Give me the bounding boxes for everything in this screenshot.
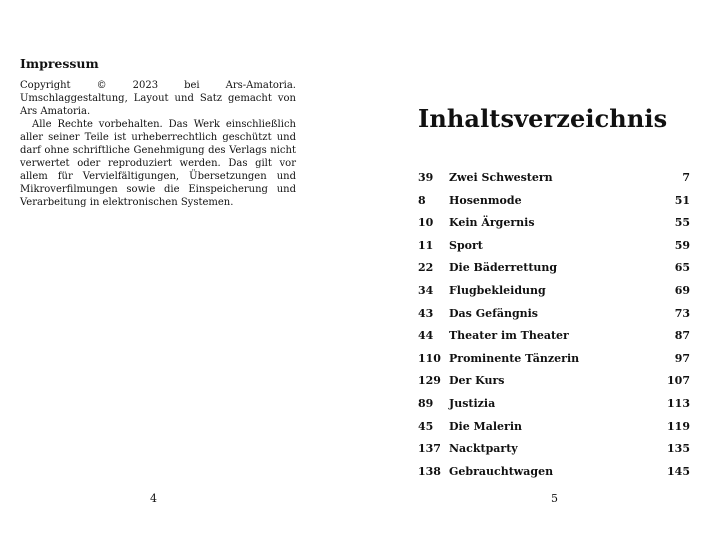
toc-entry-title: Die Malerin — [449, 419, 522, 433]
toc-entry-number: 39 — [418, 171, 434, 184]
imprint-text — [20, 79, 296, 209]
toc-entry-number: 34 — [418, 283, 434, 297]
toc-entry-title: Flugbekleidung — [449, 283, 546, 297]
toc-row[interactable] — [418, 238, 690, 261]
toc-entry-page: 87 — [674, 329, 690, 343]
toc-entry-page: 73 — [674, 306, 690, 320]
toc-entry-page: 51 — [674, 193, 690, 207]
toc-row[interactable] — [418, 306, 690, 329]
imprint-copyright-paragraph: Copyright © 2023 bei Ars-Amatoria. Umschlaggestaltung, Layout und Satz gemacht von Ars Amatoria. — [20, 80, 296, 117]
toc-entry-title: Theater im Theater — [449, 329, 569, 343]
toc-entry-title: Der Kurs — [449, 374, 505, 388]
toc-entry-page: 97 — [674, 351, 690, 365]
toc-row[interactable] — [418, 464, 690, 487]
toc-row[interactable] — [418, 441, 690, 464]
toc-row[interactable] — [418, 215, 690, 238]
toc-list — [418, 170, 690, 486]
toc-row[interactable] — [418, 328, 690, 351]
toc-entry-page: 119 — [667, 419, 690, 433]
toc-row[interactable] — [418, 351, 690, 374]
toc-entry-number: 11 — [418, 238, 434, 252]
toc-entry-page: 7 — [682, 171, 690, 184]
toc-entry-page: 113 — [667, 396, 690, 410]
toc-entry-number: 45 — [418, 419, 434, 433]
toc-entry-page: 55 — [674, 216, 690, 230]
toc-entry-number: 44 — [418, 329, 434, 343]
toc-entry-number: 8 — [418, 193, 426, 207]
toc-entry-title: Sport — [449, 238, 483, 252]
toc-entry-page: 145 — [667, 464, 690, 478]
toc-entry-title: Justizia — [449, 396, 496, 410]
toc-entry-page: 69 — [674, 283, 690, 297]
imprint-heading: Impressum — [20, 56, 99, 71]
toc-row[interactable] — [418, 170, 690, 193]
imprint-rights-paragraph: Alle Rechte vorbehalten. Das Werk einschließlich aller seiner Teile ist urheberrechtlich geschützt und darf ohne schriftliche Genehmigung des Verlags nicht verwertet oder reproduziert werden. Das gilt vor allem für Vervielfältigungen, Übersetzungen und Mikroverfilmungen sowie die Einspeicherung und Verarbeitung in elektronischen Systemen. — [20, 119, 296, 208]
toc-entry-title: Das Gefängnis — [449, 306, 538, 320]
toc-entry-number: 129 — [418, 374, 441, 388]
toc-entry-title: Zwei Schwestern — [449, 171, 553, 184]
toc-entry-title: Nacktparty — [449, 442, 518, 456]
toc-entry-page: 135 — [667, 442, 690, 456]
toc-row[interactable] — [418, 260, 690, 283]
toc-entry-title: Gebrauchtwagen — [449, 464, 554, 478]
toc-entry-number: 89 — [418, 396, 434, 410]
page-number-left: 4 — [150, 492, 157, 505]
toc-title: Inhaltsverzeichnis — [418, 104, 668, 133]
toc-entry-number: 138 — [418, 464, 441, 478]
toc-row[interactable] — [418, 373, 690, 396]
toc-entry-title: Kein Ärgernis — [449, 216, 535, 230]
toc-row[interactable] — [418, 396, 690, 419]
toc-entry-page: 59 — [674, 238, 690, 252]
toc-row[interactable] — [418, 419, 690, 442]
toc-entry-number: 43 — [418, 306, 434, 320]
toc-entry-title: Hosenmode — [449, 193, 522, 207]
page-number-right: 5 — [551, 492, 558, 505]
toc-entry-title: Prominente Tänzerin — [449, 351, 580, 365]
toc-entry-number: 10 — [418, 216, 434, 230]
toc-entry-page: 107 — [667, 374, 690, 388]
toc-entry-number: 110 — [418, 351, 441, 365]
toc-entry-number: 22 — [418, 261, 434, 275]
toc-entry-page: 65 — [674, 261, 690, 275]
toc-entry-title: Die Bäderrettung — [449, 261, 558, 275]
toc-entry-number: 137 — [418, 442, 441, 456]
toc-row[interactable] — [418, 283, 690, 306]
toc-row[interactable] — [418, 193, 690, 216]
right-page — [360, 0, 720, 540]
